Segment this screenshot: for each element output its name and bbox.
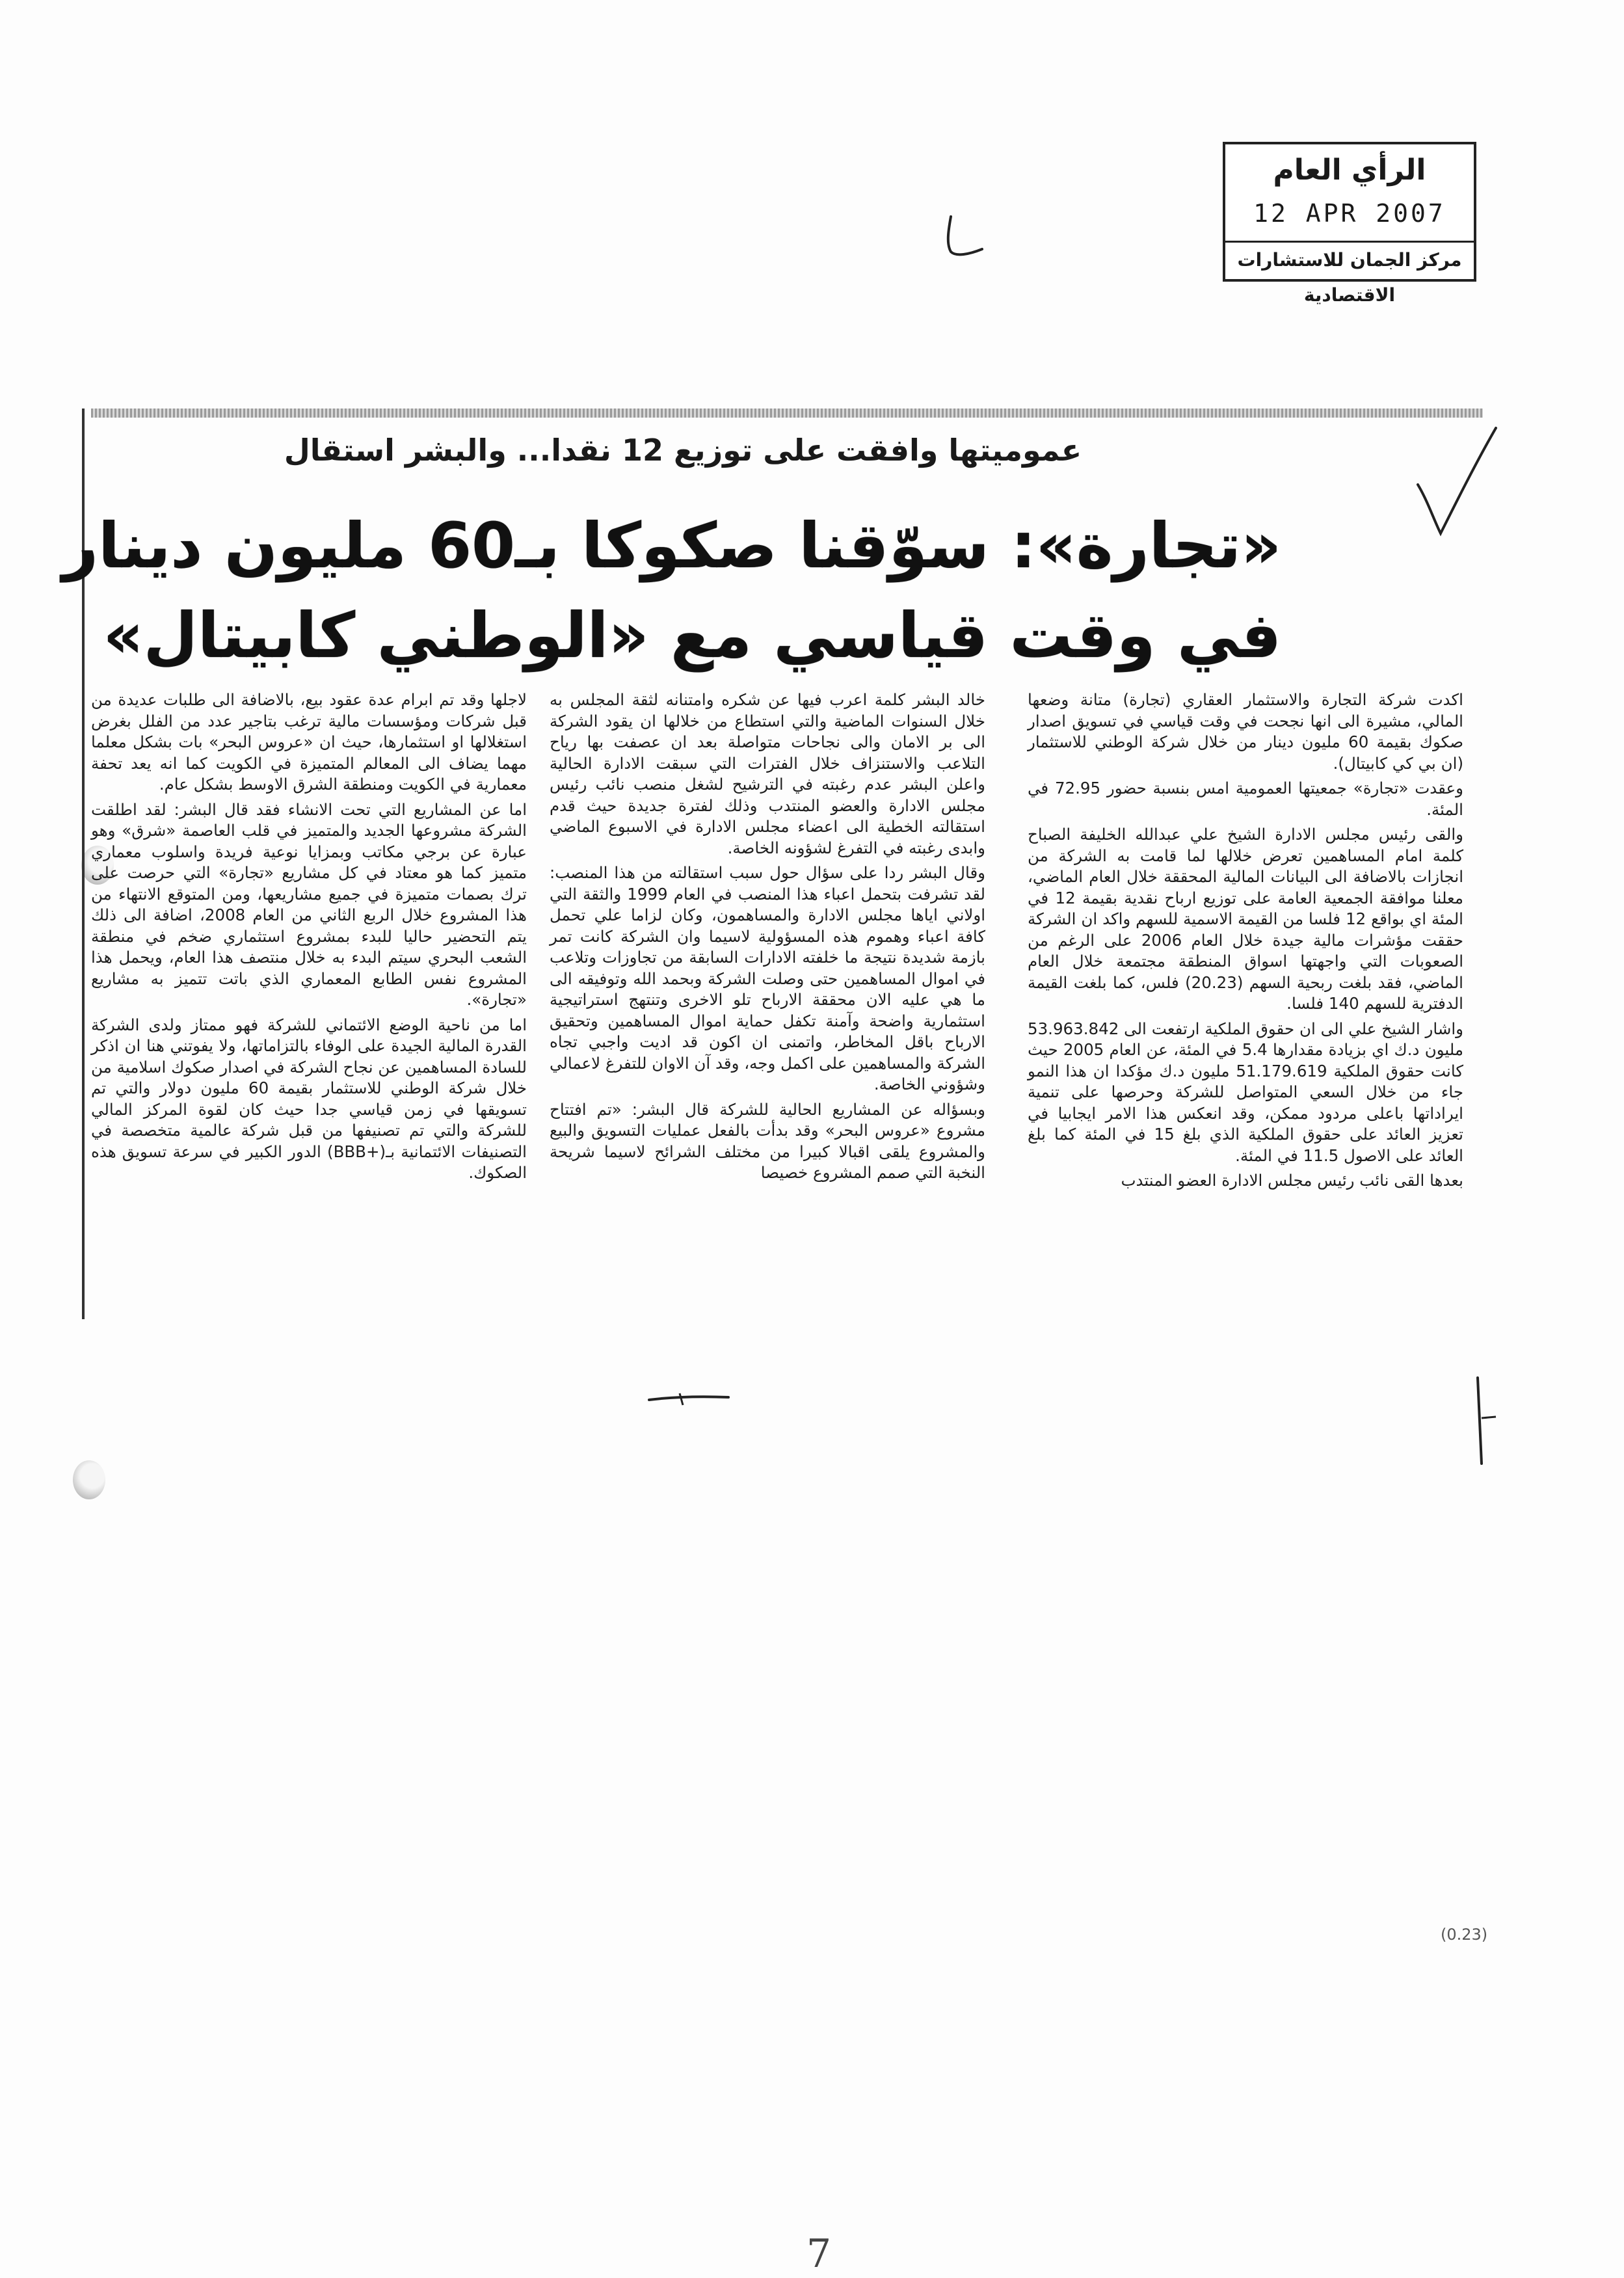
paragraph: اكدت شركة التجارة والاستثمار العقاري (تجارة) متانة وضعها المالي، مشيرة الى انها نجحت في وقت قياسي في تسويق اصدار صكوك بقيمة 60 مليون دينار من خلال شركة الوطني للاستثمار (ان بي كي كابيتال). — [1028, 690, 1463, 773]
clipping-date: 12 APR 2007 — [1253, 199, 1446, 228]
newspaper-logo: الرأي العام — [1273, 154, 1426, 187]
paragraph: وعقدت «تجارة» جمعيتها العمومية امس بنسبة حضور 72.95 في المئة. — [1028, 779, 1464, 819]
punch-hole-lower — [73, 1460, 105, 1499]
headline-line-1: «تجارة»: سوّقنا صكوكا بـ60 مليون دينار — [62, 509, 1281, 582]
paragraph: خالد البشر كلمة اعرب فيها عن شكره وامتنانه لثقة المجلس به خلال السنوات الماضية والتي استطاع من خلالها ان يقود الشركة الى بر الامان والى نجاحات متواصلة بعد ان عصفت بها رياح التلاعب والاستنزاف خلال الفترات التي سبقت الادارة الحالية واعلن البشر عدم رغبته في الترشيح لشغل منصب نائب رئيس مجلس الادارة والعضو المنتدب وذلك لفترة جديدة حيث قدم استقالته الخطية الى اعضاء مجلس الادارة في الاسبوع الماضي وابدى رغبته في التفرغ لشؤونه الخاصة. — [550, 690, 985, 857]
handwritten-dash-mid — [644, 1386, 735, 1412]
paragraph: وبسؤاله عن المشاريع الحالية للشركة قال البشر: «تم افتتاح مشروع «عروس البحر» وقد بدأت بالفعل عمليات التسويق والبيع والمشروع يلقى اقبالا كبيرا من مختلف الشرائح لاسيما شريحة النخبة التي صمم المشروع خصيصا — [550, 1099, 985, 1182]
article-top-rule — [91, 409, 1483, 418]
article-column-1 — [1028, 690, 1463, 1196]
paragraph: اما من ناحية الوضع الائتماني للشركة فهو ممتاز ولدى الشركة القدرة المالية الجيدة على الوفاء بالتزاماتها، ولا يفوتني هنا ان اذكر للسادة المساهمين عن نجاح الشركة في اصدار صكوك اسلامية من خلال شركة الوطني للاستثمار بقيمة 60 مليون دولار والتي تم تسويقها في زمن قياسي جدا حيث كان لقوة المركز المالي للشركة والتي تم تصنيفها من قبل شركة عالمية متخصصة في التصنيفات الائتمانية بـ(+BBB) الدور الكبير في سرعة تسويق هذه الصكوك. — [91, 1015, 527, 1182]
handwritten-checkmark — [1411, 423, 1509, 553]
handwritten-bracket-right — [1463, 1373, 1502, 1470]
headline-line-2: في وقت قياسي مع «الوطني كابيتال» — [103, 599, 1281, 672]
paragraph: والقى رئيس مجلس الادارة الشيخ علي عبدالله الخليفة الصباح كلمة امام المساهمين تعرض خلالها لما قامت به الشركة من انجازات بالاضافة الى البيانات المالية المحققة خلال العام الماضي، معلنا موافقة الجمعية العامة على توزيع ارباح نقدية بقيمة 12 في المئة اي بواقع 12 فلسا من القيمة الاسمية للسهم واكد ان الشركة حققت مؤشرات مالية جيدة خلال العام 2006 على الرغم من الصعوبات التي واجهتها اسواق المنطقة مجتمعة خلال العام الماضي، فقد بلغت ربحية السهم (20.23) فلس، كما بلغت القيمة الدفترية للسهم 140 فلسا. — [1028, 825, 1464, 1013]
paragraph: وقال البشر ردا على سؤال حول سبب استقالته من هذا المنصب: لقد تشرفت بتحمل اعباء هذا المنصب في العام 1999 والثقة التي اولاني اياها مجلس الادارة والمساهمون، وكان لزاما علي تحمل كافة اعباء وهموم هذه المسؤولية لاسيما وان الشركة كانت تمر بازمة شديدة نتيجة ما خلفته الادارات السابقة من تجاوزات وتلاعب في اموال المساهمين حتى وصلت الشركة وبحمد الله وتوفيقه الى ما هي عليه الان محققة الارباح تلو الاخرى وتنتهج استراتيجية استثمارية واضحة وآمنة تكفل حماية اموال المساهمين وتحقيق الارباح باقل المخاطر، واتمنى ان اكون قد اديت واجبي تجاه الشركة والمساهمين على اكمل وجه، وقد آن الاوان للتفرغ لاعمالي وشؤوني الخاصة. — [550, 863, 986, 1093]
page-number: 7 — [806, 2231, 832, 2277]
article-kicker: عموميتها وافقت على توزيع 12 نقدا... والبشر استقال — [284, 433, 1082, 468]
source-stamp — [1223, 142, 1476, 306]
article-headline — [62, 501, 1281, 680]
corner-mark: (0.23) — [1441, 1925, 1488, 1944]
source-center-label: مركز الجمان للاستشارات الاقتصادية — [1225, 241, 1474, 279]
paragraph: واشار الشيخ علي الى ان حقوق الملكية ارتفعت الى 53.963.842 مليون د.ك اي بزيادة مقدارها 5.4 في المئة، عن العام 2005 حيث كانت حقوق الملكية 51.179.619 مليون د.ك مؤكدا ان هذا النمو جاء من خلال السعي المتواصل للشركة وحرصها على تنمية ايراداتها باعلى مردود ممكن، وقد انعكس هذا الامر ايجابيا في تعزيز العائد على حقوق الملكية الذي بلغ 15 في المئة كما بلغ العائد على الاصول 11.5 في المئة. — [1028, 1019, 1464, 1165]
handwritten-mark-top — [937, 211, 989, 263]
article-column-3 — [91, 690, 527, 1188]
paragraph: بعدها القى نائب رئيس مجلس الادارة العضو المنتدب — [1121, 1171, 1463, 1190]
paragraph: لاجلها وقد تم ابرام عدة عقود بيع، بالاضافة الى طلبات عديدة من قبل شركات ومؤسسات مالية ترغب بتاجير عدد من الفلل بغرض استغلالها او استثمارها، حيث ان «عروس البحر» بات بشكل معلما مهما يضاف الى المعالم المتميزة في الكويت كما انه يعد تحفة معمارية في الكويت ومنطقة الشرق الاوسط بشكل عام. — [91, 690, 527, 794]
article-column-2 — [550, 690, 985, 1188]
paragraph: اما عن المشاريع التي تحت الانشاء فقد قال البشر: لقد اطلقت الشركة مشروعها الجديد والمتميز في قلب العاصمة «شرق» وهو عبارة عن برجي مكاتب وبمزايا نوعية فريدة واسلوب معماري متميز كما هو معتاد في كل مشاريع «تجارة» التي حرصت على ترك بصمات متميزة في جميع مشاريعها، ومن المتوقع الانتهاء من هذا المشروع خلال الربع الثاني من العام 2008، اضافة الى ذلك يتم التحضير حاليا للبدء بمشروع استثماري ضخم في منطقة الشعب البحري سيتم البدء به خلال منتصف هذا العام، ويحمل هذا المشروع نفس الطابع المعماري الذي باتت تتميز به مشاريع «تجارة». — [91, 799, 527, 1009]
